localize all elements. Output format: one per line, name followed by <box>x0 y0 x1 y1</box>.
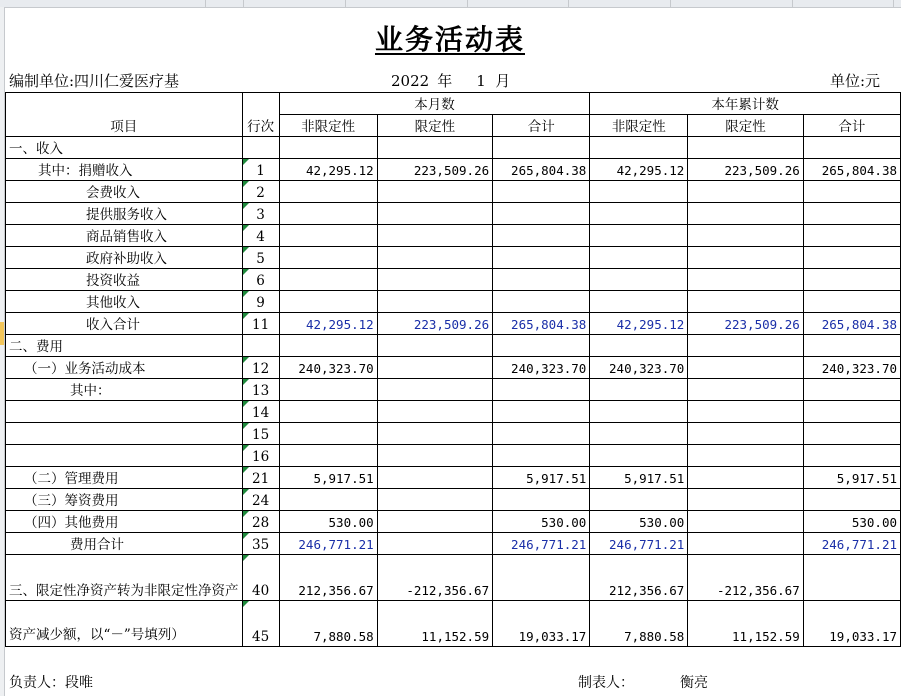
month-restricted-cell[interactable] <box>377 401 492 423</box>
ytd-unrestricted-cell[interactable]: 212,356.67 <box>590 555 688 601</box>
table-row <box>6 533 901 555</box>
ytd-unrestricted-cell[interactable] <box>590 225 688 247</box>
ytd-restricted-cell[interactable]: 223,509.26 <box>688 313 803 335</box>
org-label: 编制单位:四川仁爱医疗基 <box>9 72 180 90</box>
month-unrestricted-cell[interactable]: 530.00 <box>279 511 377 533</box>
row-index-value: 3 <box>256 207 265 223</box>
report-month: 1 <box>476 72 486 90</box>
ytd-unrestricted-cell[interactable] <box>590 269 688 291</box>
ytd-restricted-cell[interactable] <box>688 401 803 423</box>
row-label[interactable]: 政府补助收入 <box>6 247 243 269</box>
ytd-total-cell[interactable] <box>803 379 900 401</box>
row-index-value: 40 <box>252 583 270 599</box>
error-flag-icon[interactable] <box>243 357 249 363</box>
month-unrestricted-cell[interactable] <box>279 137 377 159</box>
error-flag-icon[interactable] <box>243 489 249 495</box>
month-restricted-cell[interactable]: 11,152.59 <box>377 601 492 647</box>
ytd-total-cell[interactable] <box>803 489 900 511</box>
ytd-restricted-cell[interactable] <box>688 203 803 225</box>
header-month-unrestricted[interactable]: 非限定性 <box>279 115 377 137</box>
month-restricted-cell[interactable] <box>377 335 492 357</box>
activity-statement-table <box>5 92 901 647</box>
month-total-cell[interactable] <box>493 489 590 511</box>
month-total-cell[interactable] <box>493 423 590 445</box>
ytd-unrestricted-cell[interactable] <box>590 181 688 203</box>
ytd-restricted-cell[interactable] <box>688 291 803 313</box>
row-index[interactable] <box>242 489 279 511</box>
row-index-value: 11 <box>252 317 270 333</box>
ytd-unrestricted-cell[interactable] <box>590 489 688 511</box>
report-year: 2022 <box>391 72 430 90</box>
month-total-cell[interactable] <box>493 291 590 313</box>
month-restricted-cell[interactable] <box>377 489 492 511</box>
table-row <box>6 291 901 313</box>
row-index[interactable] <box>242 379 279 401</box>
error-flag-icon[interactable] <box>243 423 249 429</box>
month-unrestricted-cell[interactable] <box>279 225 377 247</box>
month-restricted-cell[interactable] <box>377 137 492 159</box>
month-restricted-cell[interactable] <box>377 203 492 225</box>
row-index[interactable] <box>242 291 279 313</box>
header-ytd-group[interactable]: 本年累计数 <box>590 93 901 115</box>
ytd-unrestricted-cell[interactable] <box>590 247 688 269</box>
ytd-total-cell[interactable] <box>803 225 900 247</box>
month-total-cell[interactable] <box>493 269 590 291</box>
row-index[interactable] <box>242 467 279 489</box>
month-restricted-cell[interactable] <box>377 225 492 247</box>
year-unit: 年 <box>437 72 453 90</box>
row-index[interactable] <box>242 225 279 247</box>
ytd-restricted-cell[interactable] <box>688 225 803 247</box>
ytd-total-cell[interactable] <box>803 247 900 269</box>
ytd-restricted-cell[interactable] <box>688 137 803 159</box>
month-unrestricted-cell[interactable]: 42,295.12 <box>279 313 377 335</box>
row-label[interactable]: 二、费用 <box>6 335 243 357</box>
row-index-value: 5 <box>256 251 265 267</box>
row-index[interactable] <box>242 335 279 357</box>
table-row <box>6 379 901 401</box>
month-unrestricted-cell[interactable] <box>279 445 377 467</box>
row-index-value: 16 <box>252 449 270 465</box>
row-index[interactable] <box>242 313 279 335</box>
month-unrestricted-cell[interactable] <box>279 423 377 445</box>
row-index-value: 15 <box>252 427 270 443</box>
ytd-unrestricted-cell[interactable] <box>590 137 688 159</box>
ytd-total-cell[interactable] <box>803 335 900 357</box>
ytd-total-cell[interactable] <box>803 291 900 313</box>
row-label[interactable]: 提供服务收入 <box>6 203 243 225</box>
row-index[interactable] <box>242 137 279 159</box>
ytd-restricted-cell[interactable] <box>688 379 803 401</box>
month-restricted-cell[interactable] <box>377 533 492 555</box>
column-header-bar[interactable] <box>0 0 901 8</box>
month-restricted-cell[interactable] <box>377 357 492 379</box>
ytd-unrestricted-cell[interactable] <box>590 445 688 467</box>
row-index[interactable] <box>242 401 279 423</box>
error-flag-icon[interactable] <box>243 511 249 517</box>
row-label[interactable]: （三）筹资费用 <box>6 489 243 511</box>
ytd-restricted-cell[interactable] <box>688 357 803 379</box>
month-restricted-cell[interactable] <box>377 511 492 533</box>
error-flag-icon[interactable] <box>243 467 249 473</box>
ytd-unrestricted-cell[interactable]: 42,295.12 <box>590 159 688 181</box>
ytd-total-cell[interactable]: 240,323.70 <box>803 357 900 379</box>
ytd-unrestricted-cell[interactable] <box>590 423 688 445</box>
table-row <box>6 423 901 445</box>
error-flag-icon[interactable] <box>243 159 249 165</box>
row-index-value: 6 <box>256 273 265 289</box>
month-restricted-cell[interactable]: 223,509.26 <box>377 159 492 181</box>
table-row <box>6 467 901 489</box>
month-restricted-cell[interactable] <box>377 291 492 313</box>
row-label[interactable]: （一）业务活动成本 <box>6 357 243 379</box>
selected-row-marker <box>0 322 4 345</box>
month-unrestricted-cell[interactable] <box>279 203 377 225</box>
ytd-total-cell[interactable]: 265,804.38 <box>803 159 900 181</box>
table-row <box>6 225 901 247</box>
ytd-total-cell[interactable]: 5,917.51 <box>803 467 900 489</box>
month-restricted-cell[interactable] <box>377 445 492 467</box>
month-total-cell[interactable]: 265,804.38 <box>493 159 590 181</box>
month-total-cell[interactable]: 19,033.17 <box>493 601 590 647</box>
error-flag-icon[interactable] <box>243 445 249 451</box>
table-row <box>6 601 901 647</box>
error-flag-icon[interactable] <box>243 533 249 539</box>
row-label[interactable]: 收入合计 <box>6 313 243 335</box>
ytd-restricted-cell[interactable] <box>688 181 803 203</box>
table-row <box>6 489 901 511</box>
ytd-restricted-cell[interactable] <box>688 423 803 445</box>
unit-label: 单位:元 <box>829 72 880 90</box>
row-index[interactable] <box>242 511 279 533</box>
ytd-total-cell[interactable] <box>803 137 900 159</box>
month-total-cell[interactable] <box>493 137 590 159</box>
month-total-cell[interactable]: 246,771.21 <box>493 533 590 555</box>
row-index[interactable] <box>242 203 279 225</box>
ytd-total-cell[interactable] <box>803 555 900 601</box>
ytd-restricted-cell[interactable]: -212,356.67 <box>688 555 803 601</box>
row-label[interactable]: 其中： <box>6 379 243 401</box>
row-index-value: 9 <box>256 295 265 311</box>
table-row <box>6 137 901 159</box>
month-total-cell[interactable] <box>493 379 590 401</box>
table-row <box>6 269 901 291</box>
month-restricted-cell[interactable] <box>377 247 492 269</box>
ytd-restricted-cell[interactable] <box>688 335 803 357</box>
row-label[interactable] <box>6 445 243 467</box>
error-flag-icon[interactable] <box>243 379 249 385</box>
row-index-value: 28 <box>252 515 270 531</box>
ytd-total-cell[interactable]: 530.00 <box>803 511 900 533</box>
row-label[interactable]: 投资收益 <box>6 269 243 291</box>
month-total-cell[interactable] <box>493 225 590 247</box>
row-label[interactable]: 会费收入 <box>6 181 243 203</box>
month-unrestricted-cell[interactable] <box>279 181 377 203</box>
row-index[interactable] <box>242 445 279 467</box>
row-index[interactable] <box>242 247 279 269</box>
month-restricted-cell[interactable] <box>377 181 492 203</box>
ytd-unrestricted-cell[interactable]: 42,295.12 <box>590 313 688 335</box>
row-index[interactable] <box>242 555 279 601</box>
row-index[interactable] <box>242 533 279 555</box>
responsible-person: 负责人：段唯 <box>9 675 93 691</box>
month-total-cell[interactable] <box>493 401 590 423</box>
row-index-value: 4 <box>256 229 265 245</box>
month-total-cell[interactable]: 265,804.38 <box>493 313 590 335</box>
row-index-value: 24 <box>252 493 270 509</box>
table-row <box>6 445 901 467</box>
row-index-value: 35 <box>252 537 270 553</box>
row-index-value: 45 <box>252 629 270 645</box>
month-unrestricted-cell[interactable]: 42,295.12 <box>279 159 377 181</box>
ytd-total-cell[interactable] <box>803 401 900 423</box>
header-ytd-restricted[interactable]: 限定性 <box>688 115 803 137</box>
month-total-cell[interactable]: 240,323.70 <box>493 357 590 379</box>
header-index[interactable]: 行次 <box>242 93 279 137</box>
ytd-unrestricted-cell[interactable] <box>590 203 688 225</box>
header-month-total[interactable]: 合计 <box>493 115 590 137</box>
ytd-unrestricted-cell[interactable]: 530.00 <box>590 511 688 533</box>
ytd-unrestricted-cell[interactable]: 7,880.58 <box>590 601 688 647</box>
row-label[interactable]: （二）管理费用 <box>6 467 243 489</box>
ytd-restricted-cell[interactable]: 11,152.59 <box>688 601 803 647</box>
row-index-value: 14 <box>252 405 270 421</box>
table-row <box>6 203 901 225</box>
row-label[interactable] <box>6 423 243 445</box>
header-item[interactable]: 项目 <box>6 93 243 137</box>
error-flag-icon[interactable] <box>243 291 249 297</box>
ytd-unrestricted-cell[interactable]: 240,323.70 <box>590 357 688 379</box>
month-restricted-cell[interactable] <box>377 269 492 291</box>
month-unrestricted-cell[interactable]: 246,771.21 <box>279 533 377 555</box>
month-restricted-cell[interactable] <box>377 379 492 401</box>
month-unrestricted-cell[interactable] <box>279 247 377 269</box>
header-ytd-unrestricted[interactable]: 非限定性 <box>590 115 688 137</box>
row-index-value: 2 <box>256 185 265 201</box>
month-unrestricted-cell[interactable]: 7,880.58 <box>279 601 377 647</box>
row-label[interactable]: 商品销售收入 <box>6 225 243 247</box>
month-total-cell[interactable] <box>493 181 590 203</box>
month-unrestricted-cell[interactable] <box>279 379 377 401</box>
month-restricted-cell[interactable] <box>377 467 492 489</box>
report-period <box>391 70 510 91</box>
row-index-value: 12 <box>252 361 270 377</box>
month-unit: 月 <box>495 72 511 90</box>
table-row <box>6 181 901 203</box>
table-row <box>6 159 901 181</box>
ytd-unrestricted-cell[interactable] <box>590 335 688 357</box>
preparer-name: 衡亮 <box>680 675 708 691</box>
ytd-unrestricted-cell[interactable]: 5,917.51 <box>590 467 688 489</box>
error-flag-icon[interactable] <box>243 401 249 407</box>
ytd-restricted-cell[interactable] <box>688 269 803 291</box>
row-label[interactable]: 费用合计 <box>6 533 243 555</box>
month-unrestricted-cell[interactable]: 212,356.67 <box>279 555 377 601</box>
row-label[interactable]: 其他收入 <box>6 291 243 313</box>
ytd-total-cell[interactable] <box>803 423 900 445</box>
row-label[interactable]: 资产减少额，以“－”号填列） <box>6 601 243 647</box>
table-row <box>6 335 901 357</box>
row-index-value: 1 <box>256 163 265 179</box>
table-row <box>6 401 901 423</box>
preparer-label: 制表人： <box>578 675 634 691</box>
table-row <box>6 511 901 533</box>
row-index[interactable] <box>242 159 279 181</box>
row-label[interactable]: 其中：捐赠收入 <box>6 159 243 181</box>
row-index[interactable] <box>242 357 279 379</box>
ytd-restricted-cell[interactable] <box>688 247 803 269</box>
header-month-restricted[interactable]: 限定性 <box>377 115 492 137</box>
month-restricted-cell[interactable]: 223,509.26 <box>377 313 492 335</box>
error-flag-icon[interactable] <box>243 225 249 231</box>
ytd-restricted-cell[interactable] <box>688 467 803 489</box>
month-unrestricted-cell[interactable] <box>279 269 377 291</box>
month-unrestricted-cell[interactable] <box>279 401 377 423</box>
row-label[interactable]: 三、限定性净资产转为非限定性净资产 <box>6 555 243 601</box>
ytd-total-cell[interactable] <box>803 181 900 203</box>
row-index[interactable] <box>242 423 279 445</box>
month-restricted-cell[interactable] <box>377 423 492 445</box>
row-label[interactable] <box>6 401 243 423</box>
row-index-value: 13 <box>252 383 270 399</box>
ytd-unrestricted-cell[interactable]: 246,771.21 <box>590 533 688 555</box>
month-total-cell[interactable]: 530.00 <box>493 511 590 533</box>
ytd-total-cell[interactable] <box>803 203 900 225</box>
ytd-restricted-cell[interactable] <box>688 511 803 533</box>
ytd-unrestricted-cell[interactable] <box>590 379 688 401</box>
month-total-cell[interactable] <box>493 445 590 467</box>
month-unrestricted-cell[interactable]: 5,917.51 <box>279 467 377 489</box>
ytd-total-cell[interactable] <box>803 269 900 291</box>
error-flag-icon[interactable] <box>243 247 249 253</box>
row-index[interactable] <box>242 601 279 647</box>
month-unrestricted-cell[interactable] <box>279 489 377 511</box>
report-title: 业务活动表 <box>374 23 525 56</box>
ytd-restricted-cell[interactable]: 223,509.26 <box>688 159 803 181</box>
month-total-cell[interactable] <box>493 555 590 601</box>
ytd-restricted-cell[interactable] <box>688 533 803 555</box>
error-flag-icon[interactable] <box>243 203 249 209</box>
month-total-cell[interactable] <box>493 203 590 225</box>
month-total-cell[interactable] <box>493 247 590 269</box>
row-index-value: 21 <box>252 471 270 487</box>
ytd-unrestricted-cell[interactable] <box>590 291 688 313</box>
error-flag-icon[interactable] <box>243 313 249 319</box>
row-index[interactable] <box>242 269 279 291</box>
month-total-cell[interactable] <box>493 335 590 357</box>
row-label[interactable]: 一、收入 <box>6 137 243 159</box>
ytd-total-cell[interactable]: 19,033.17 <box>803 601 900 647</box>
header-month-group[interactable]: 本月数 <box>279 93 590 115</box>
error-flag-icon[interactable] <box>243 269 249 275</box>
month-restricted-cell[interactable]: -212,356.67 <box>377 555 492 601</box>
error-flag-icon[interactable] <box>243 181 249 187</box>
ytd-unrestricted-cell[interactable] <box>590 401 688 423</box>
table-row <box>6 247 901 269</box>
month-unrestricted-cell[interactable] <box>279 335 377 357</box>
ytd-total-cell[interactable]: 246,771.21 <box>803 533 900 555</box>
error-flag-icon[interactable] <box>243 601 249 607</box>
row-index[interactable] <box>242 181 279 203</box>
month-unrestricted-cell[interactable]: 240,323.70 <box>279 357 377 379</box>
row-label[interactable]: （四）其他费用 <box>6 511 243 533</box>
table-row <box>6 555 901 601</box>
ytd-restricted-cell[interactable] <box>688 445 803 467</box>
error-flag-icon[interactable] <box>243 555 249 561</box>
table-row <box>6 313 901 335</box>
ytd-restricted-cell[interactable] <box>688 489 803 511</box>
month-unrestricted-cell[interactable] <box>279 291 377 313</box>
header-ytd-total[interactable]: 合计 <box>803 115 900 137</box>
table-row <box>6 357 901 379</box>
ytd-total-cell[interactable]: 265,804.38 <box>803 313 900 335</box>
month-total-cell[interactable]: 5,917.51 <box>493 467 590 489</box>
ytd-total-cell[interactable] <box>803 445 900 467</box>
